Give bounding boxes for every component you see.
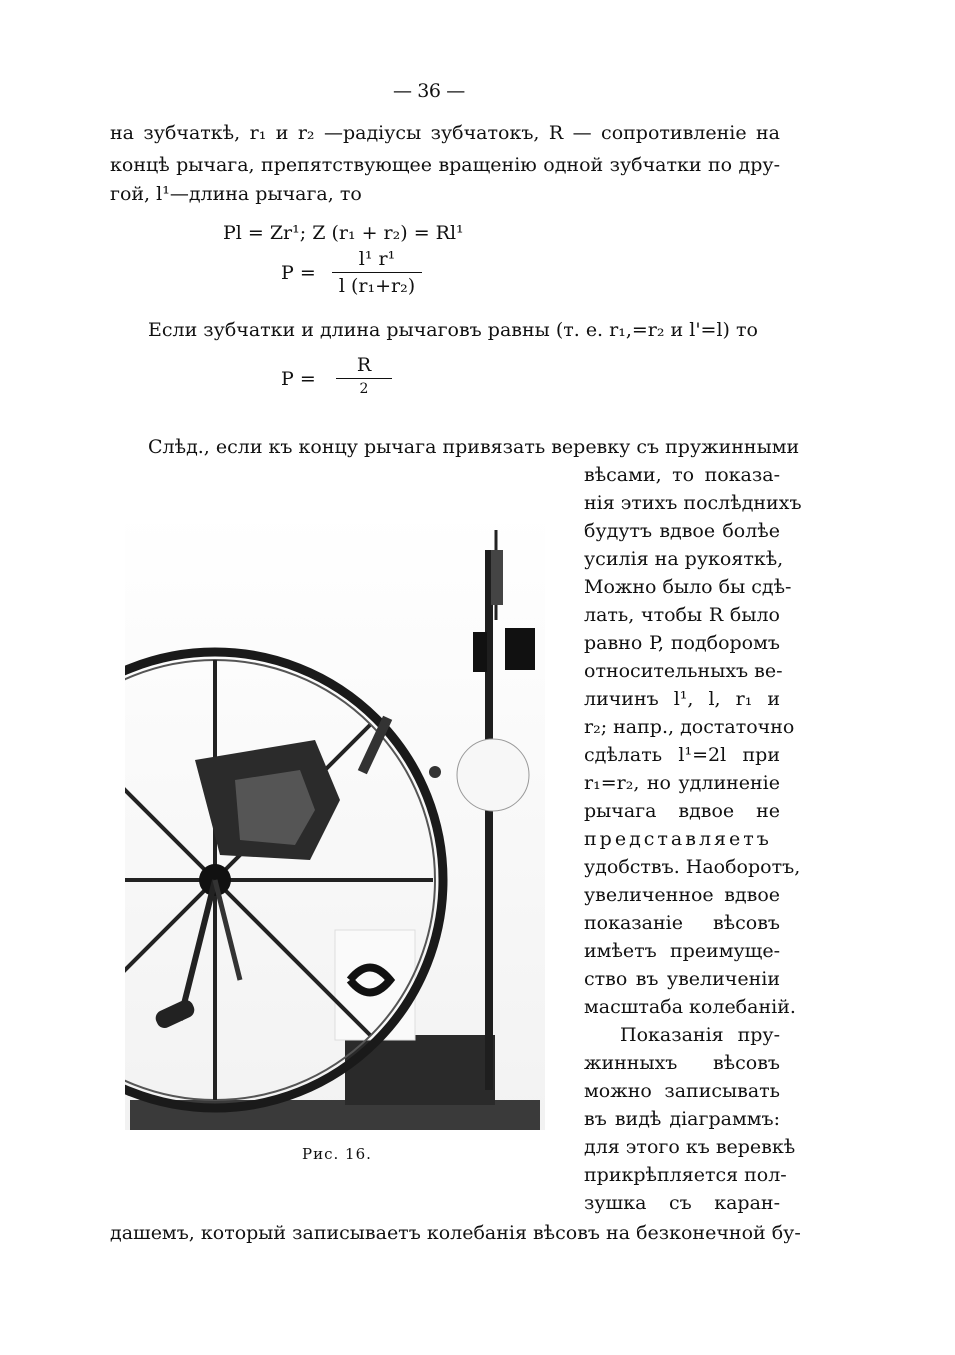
formula-3-lhs: P =	[281, 368, 316, 390]
text-line: Слѣд., если къ концу рычага привязать веревку съ пружинными	[148, 436, 800, 458]
column-line: r₂; напр., достаточно	[584, 716, 795, 738]
column-line: жинныхъ вѣсовъ	[584, 1052, 780, 1074]
formula-2-fraction	[332, 248, 422, 297]
formula-3-fraction	[336, 354, 392, 397]
column-line: Показанія пру-	[620, 1024, 780, 1046]
formula-2-denominator: l (r₁+r₂)	[338, 275, 416, 297]
column-line: лать, чтобы R было	[584, 604, 780, 626]
column-line: ство въ увеличеніи	[584, 968, 780, 990]
column-line: вѣсами, то показа-	[584, 464, 780, 486]
column-line: можно записывать	[584, 1080, 780, 1102]
column-line: имѣетъ преимуще-	[584, 940, 780, 962]
column-line: сдѣлать l¹=2l при	[584, 744, 780, 766]
formula-1: Pl = Zr¹; Z (r₁ + r₂) = Rl¹	[223, 222, 464, 244]
text-line: на зубчаткѣ, r₁ и r₂ —радіусы зубчатокъ, R — сопротивленіе на	[110, 122, 780, 144]
column-line: r₁=r₂, но удлиненіе	[584, 772, 780, 794]
column-line: представляетъ	[584, 828, 772, 850]
machine-photo	[125, 510, 545, 1130]
column-line: относительныхъ ве-	[584, 660, 783, 682]
column-line: Можно было бы сдѣ-	[584, 576, 792, 598]
column-line: равно P, подборомъ	[584, 632, 780, 654]
formula-2-numerator: l¹ r¹	[358, 248, 396, 270]
formula-3-denominator: 2	[359, 381, 369, 397]
column-line: рычага вдвое не	[584, 800, 780, 822]
column-line: личинъ l¹, l, r₁ и	[584, 688, 780, 710]
text-line: гой, l¹—длина рычага, то	[110, 183, 362, 205]
column-line: удобствъ. Наоборотъ,	[584, 856, 801, 878]
formula-3-numerator: R	[356, 354, 372, 376]
condition-line: Если зубчатки и длина рычаговъ равны (т. е. r₁,=r₂ и l'=l) то	[148, 319, 758, 341]
fraction-bar	[332, 272, 422, 273]
column-line: нія этихъ послѣднихъ	[584, 492, 802, 514]
column-line: усилія на рукояткѣ,	[584, 548, 784, 570]
text-line: дашемъ, который записываетъ колебанія вѣсовъ на безконечной бу-	[110, 1222, 801, 1244]
page-number: — 36 —	[393, 80, 465, 102]
figure-16	[125, 510, 545, 1130]
column-line: показаніе вѣсовъ	[584, 912, 780, 934]
column-line: въ видѣ діаграммъ:	[584, 1108, 780, 1130]
column-line: будутъ вдвое болѣе	[584, 520, 780, 542]
column-line: зушка съ каран-	[584, 1192, 780, 1214]
column-line: прикрѣпляется пол-	[584, 1164, 787, 1186]
text-line: концѣ рычага, препятствующее вращенію одной зубчатки по дру-	[110, 154, 780, 176]
column-line: для этого къ веревкѣ	[584, 1136, 796, 1158]
formula-2-lhs: P =	[281, 262, 316, 284]
fraction-bar	[336, 378, 392, 379]
column-line: увеличенное вдвое	[584, 884, 780, 906]
figure-caption: Рис. 16.	[302, 1145, 372, 1163]
column-line: масштаба колебаній.	[584, 996, 796, 1018]
